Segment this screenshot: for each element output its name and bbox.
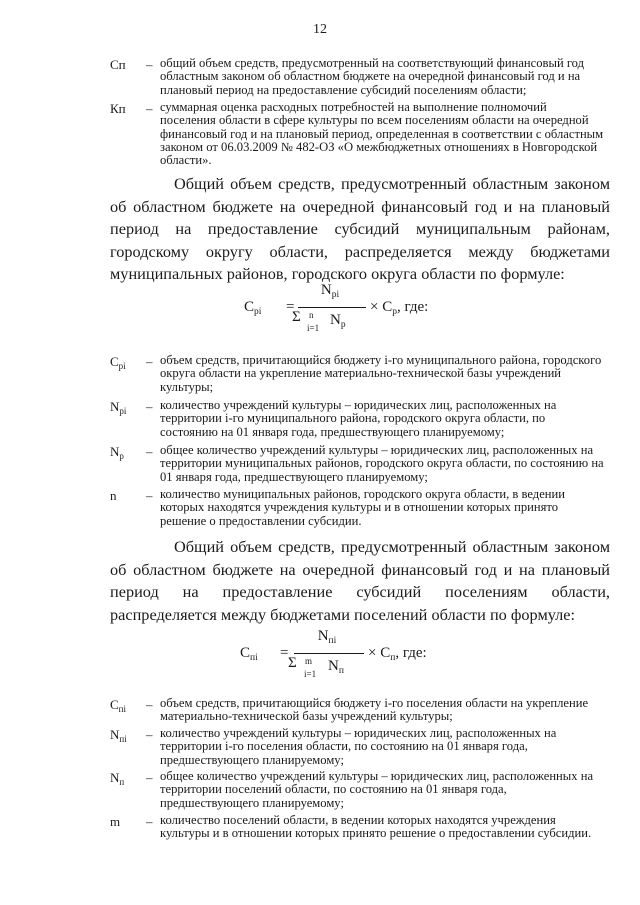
formula-districts (0, 282, 640, 342)
symbol: $N_p$ (110, 444, 124, 461)
definition-text: общий объем средств, предусмотренный на соответствующий финансовый год областным законом об областном бюджете на очередной финансовый год и на плановый период на предоставление субсидий поселениям области; (160, 56, 585, 97)
formula-den-n: $N_p$ (330, 312, 346, 330)
definition-text: объем средств, причитающийся бюджету i-го муниципального района, городского округа области на укрепление материально-технической базы учреждений культуры; (160, 353, 602, 394)
formula-rhs: × $C_п$, где: (368, 645, 427, 663)
formula-denominator: Σ (292, 309, 301, 325)
dash: – (146, 444, 153, 459)
dash: – (146, 101, 153, 116)
formula-settlements (0, 628, 640, 688)
definition-text: количество поселений области, в ведении которых находятся учреждения культуры и в отношении которых принято решение о предоставлении субсидии. (160, 813, 592, 841)
dash: – (146, 399, 153, 414)
page-number: 12 (313, 22, 327, 37)
formula-equals: = (286, 299, 295, 315)
symbol: Кп (110, 101, 126, 116)
dash: – (146, 727, 153, 742)
formula-lhs: $C_{pi}$ (244, 299, 262, 317)
dash: – (146, 697, 153, 712)
formula-rhs: × $C_p$, где: (370, 299, 429, 317)
symbol: n (110, 488, 117, 503)
dash: – (146, 770, 153, 785)
dash: – (146, 57, 153, 72)
sum-upper: n (309, 310, 314, 320)
symbol: $N_{pi}$ (110, 399, 127, 416)
fraction-bar (298, 307, 366, 308)
symbol: $C_{pi}$ (110, 354, 126, 371)
definition-text: общее количество учреждений культуры – юридических лиц, расположенных на территории поселений области, по состоянию на 01 января года, предшествующего планируемому; (160, 769, 594, 810)
symbol: $N_{пi}$ (110, 727, 127, 744)
dash: – (146, 354, 153, 369)
symbol: $C_{пi}$ (110, 697, 126, 714)
formula-equals: = (280, 645, 289, 661)
paragraph-settlements: Общий объем средств, предусмотренный областным законом об областном бюджете на очередной финансовый год и на плановый период на предоставление субсидий поселениям области, распределяется между бюджетами поселений области по формуле: (110, 537, 610, 624)
dash: – (146, 488, 153, 503)
sum-upper: m (305, 656, 313, 666)
formula-lhs: $C_{пi}$ (240, 645, 258, 663)
definition-text: количество муниципальных районов, городского округа области, в ведении которых находятся учреждения культуры и в отношении которых принято решение о предоставлении субсидии. (160, 487, 566, 528)
formula-numerator: $N_{пi}$ (317, 628, 337, 646)
dash: – (146, 814, 153, 829)
definition-text: количество учреждений культуры – юридических лиц, расположенных на территории i-го муниципального района, городского округа области, по состоянию на 01 января года, предшествующего планируемому; (160, 398, 557, 439)
definition-text: общее количество учреждений культуры – юридических лиц, расположенных на территории муниципальных районов, городского округа области, по состоянию на 01 января года, предшествующего планируемому; (160, 443, 604, 484)
symbol: m (110, 814, 121, 829)
formula-den-n: $N_п$ (328, 658, 344, 676)
formula-numerator: $N_{pi}$ (320, 282, 340, 300)
symbol: Cп (110, 57, 126, 72)
definition-text: объем средств, причитающийся бюджету i-го поселения области на укрепление материально-технической базы учреждений культуры; (160, 696, 589, 724)
sum-lower: i=1 (304, 669, 317, 679)
definition-text: суммарная оценка расходных потребностей на выполнение полномочий поселения области в сфере культуры по всем поселениям области на очередной финансовый год и на плановый период, определенная в соответствии с областным законом от 06.03.2009 № 482-ОЗ «О межбюджетных отношениях в Новгородской области». (160, 100, 604, 168)
symbol: $N_п$ (110, 770, 125, 787)
sum-lower: i=1 (307, 323, 320, 333)
paragraph-districts: Общий объем средств, предусмотренный областным законом об областном бюджете на очередной финансовый год и на плановый период на предоставление субсидий муниципальным районам, городскому округу области, распределяется между бюджетами муниципальных районов, городского округа области по формуле: (110, 174, 610, 283)
definition-text: количество учреждений культуры – юридических лиц, расположенных на территории i-го поселения области, по состоянию на 01 января года, предшествующего планируемому; (160, 726, 557, 767)
formula-denominator: Σ (288, 655, 297, 671)
fraction-bar (294, 653, 364, 654)
